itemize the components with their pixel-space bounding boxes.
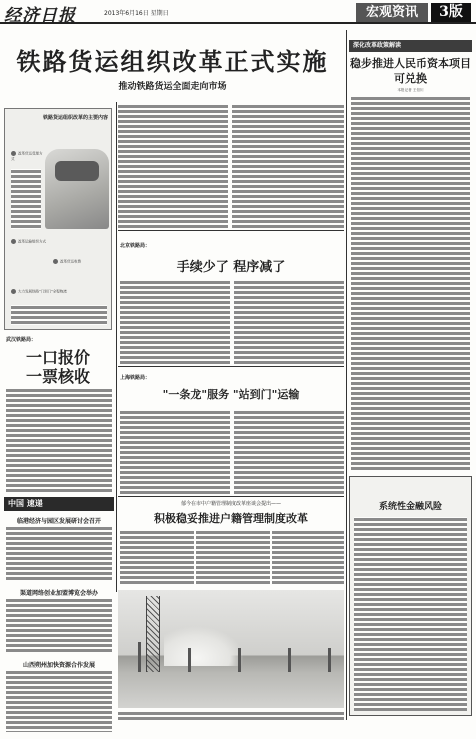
dateline: 2013年6月16日 星期日 [104,10,169,17]
article-body [234,280,344,364]
info-item: 改革运输组织方式 [11,239,109,245]
article-headline: "一条龙"服务 "站到门"运输 [162,388,300,401]
infographic-box [4,108,112,330]
bullet-icon [53,259,58,264]
bridge-pillar [328,648,331,672]
article-body [196,530,270,586]
section-rule [118,230,344,231]
main-subheadline: 推动铁路货运全面走向市场 [118,82,227,92]
article-body [120,410,230,494]
text-block [11,305,107,325]
sidebar-box [349,476,472,716]
section-banner: 中国 速递 [4,497,114,511]
section-rule [118,496,344,497]
column-divider [346,30,347,720]
brief-headline: 临港经济与园区发展研讨会召开 [16,518,101,525]
article-body [6,388,112,492]
bridge-pillar [138,642,141,672]
article-body [120,530,194,586]
article-tag: 武汉铁路局： [6,337,37,343]
section-rule [118,366,344,367]
text-block [11,169,41,229]
article-headline: 一口报价 一票核收 [25,348,90,386]
sidebar-body [354,517,467,711]
news-photo [118,590,344,708]
crane-structure [146,596,160,672]
newspaper-logo: 经济日报 [4,6,76,26]
article-body [120,280,230,364]
bridge-pillar [238,648,241,672]
page-number: 3版 [431,3,471,22]
article-kicker: 郁今在市中户籍管理制度改革座谈会提出—— [180,501,281,507]
photo-caption [118,711,344,721]
bridge-pillar [288,648,291,672]
bridge-pillar [188,648,191,672]
article-body [234,410,344,494]
masthead [0,0,476,24]
info-item: 改革货运受理方式 [11,151,43,161]
infographic-heading: 铁路货运组织改革的主要内容 [43,115,109,121]
article-body [232,104,344,228]
article-tag: 上海铁路局： [120,375,151,381]
article-headline: 积极稳妥推进户籍管理制度改革 [154,512,308,525]
column-divider [116,102,117,592]
info-item: 大力发展铁路"门到门"全程物流 [11,289,109,295]
article-body [272,530,344,586]
article-headline: 稳步推进人民币资本项目可兑换 [350,57,471,85]
train-window-shape [55,161,99,181]
info-item: 改革货运收费 [53,259,109,265]
article-body [351,96,470,472]
article-body [118,104,228,228]
brief-body [6,670,112,732]
article-tag: 北京铁路局： [120,243,151,249]
sidebar-headline: 系统性金融风险 [378,502,442,512]
brief-body [6,526,112,582]
water-spray [164,626,244,666]
brief-headline: 渠道网络创业加盟博览会举办 [19,590,98,597]
bullet-icon [11,239,16,244]
main-headline: 铁路货运组织改革正式实施 [16,48,329,76]
brief-headline: 山西朔州加快资源合作发展 [22,662,95,669]
article-headline: 手续少了 程序减了 [176,260,286,275]
section-name: 宏观资讯 [356,3,428,22]
byline: 本报记者 王信川 [397,88,424,92]
section-banner: 深化改革政策解读 [349,40,472,52]
bullet-icon [11,289,16,294]
bullet-icon [11,151,16,156]
brief-body [6,598,112,654]
